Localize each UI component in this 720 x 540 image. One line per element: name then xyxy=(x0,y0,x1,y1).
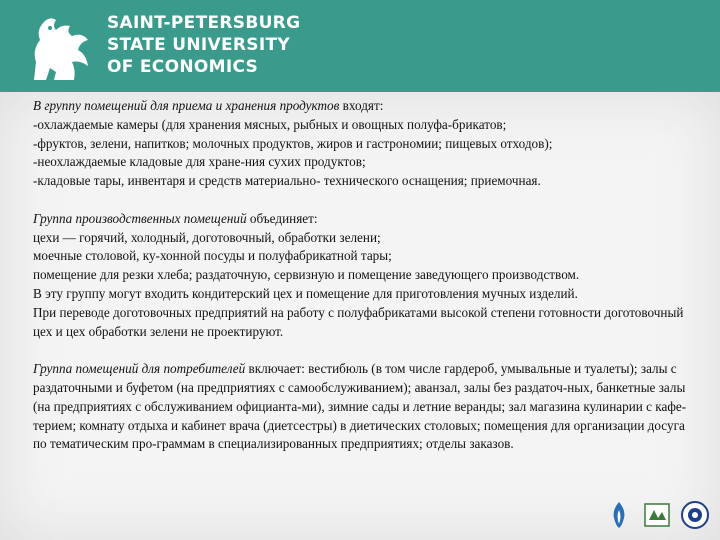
section2-intro-italic: Группа производственных помещений xyxy=(33,210,247,226)
section2-line: При переводе доготовочных предприятий на работу с полуфабрикатами высокой степени готовности доготовочный цех и цех обработки зелени не проектируют. xyxy=(33,304,684,339)
round-seal-icon xyxy=(680,500,710,530)
section2-line: В эту группу могут входить кондитерский цех и помещение для приготовления мучных изделий. xyxy=(33,285,578,301)
header-bar xyxy=(0,0,720,92)
partner-logo-icon xyxy=(642,500,672,530)
section1-item: -охлаждаемые камеры (для хранения мясных, рыбных и овощных полуфа-брикатов; xyxy=(33,116,507,132)
section1-intro xyxy=(33,97,693,116)
section1-intro-italic: В группу помещений для приема и хранения продуктов xyxy=(33,98,340,113)
section3-body: включает: вестибюль (в том числе гардероб, умывальные и туалеты); залы с раздаточными и буфетом (на предприятиях с самообслуживанием); аванзал, залы без раздаточ-ных, банкетные залы (на предприятиях с обслуживанием официанта-ми), зимние сады и летние веранды; зал магазина кулинарии с кафе-терием; комнату отдыха и кабинет врача (диетсестры) в диетических столовых; помещения для организации досуга по тематическим про-граммам в специализированных предприятиях; отделы заказов. xyxy=(33,361,687,452)
slide-text xyxy=(33,97,693,454)
griffin-logo-icon xyxy=(26,10,96,82)
section2-line: цехи — горячий, холодный, доготовочный, обработки зелени; xyxy=(33,229,381,245)
university-name-line1: SAINT-PETERSBURG xyxy=(107,13,301,33)
section1-intro-rest: входят: xyxy=(339,98,384,113)
university-name-line3: OF ECONOMICS xyxy=(107,57,259,77)
section1-item: -кладовые тары, инвентаря и средств материально- технического оснащения; приемочная. xyxy=(33,173,541,189)
section2-intro-rest: объединяет: xyxy=(246,210,318,226)
footer-logos xyxy=(604,498,710,532)
university-name-line2: STATE UNIVERSITY xyxy=(107,35,290,55)
section2-line: моечные столовой, ку-хонной посуды и полуфабрикатной тары; xyxy=(33,248,392,264)
section1-item: -фруктов, зелени, напитков; молочных продуктов, жиров и гастрономии; пищевых отходов); xyxy=(33,135,553,151)
fire-emblem-icon xyxy=(604,500,634,530)
section2-intro xyxy=(33,210,693,229)
section2-line: помещение для резки хлеба; раздаточную, сервизную и помещение заведующего производством. xyxy=(33,267,580,283)
section3-paragraph xyxy=(33,360,693,454)
university-name xyxy=(107,12,300,78)
section1-item: -неохлаждаемые кладовые для хране-ния сухих продуктов; xyxy=(33,154,366,170)
section3-intro-italic: Группа помещений для потребителей xyxy=(33,361,246,377)
